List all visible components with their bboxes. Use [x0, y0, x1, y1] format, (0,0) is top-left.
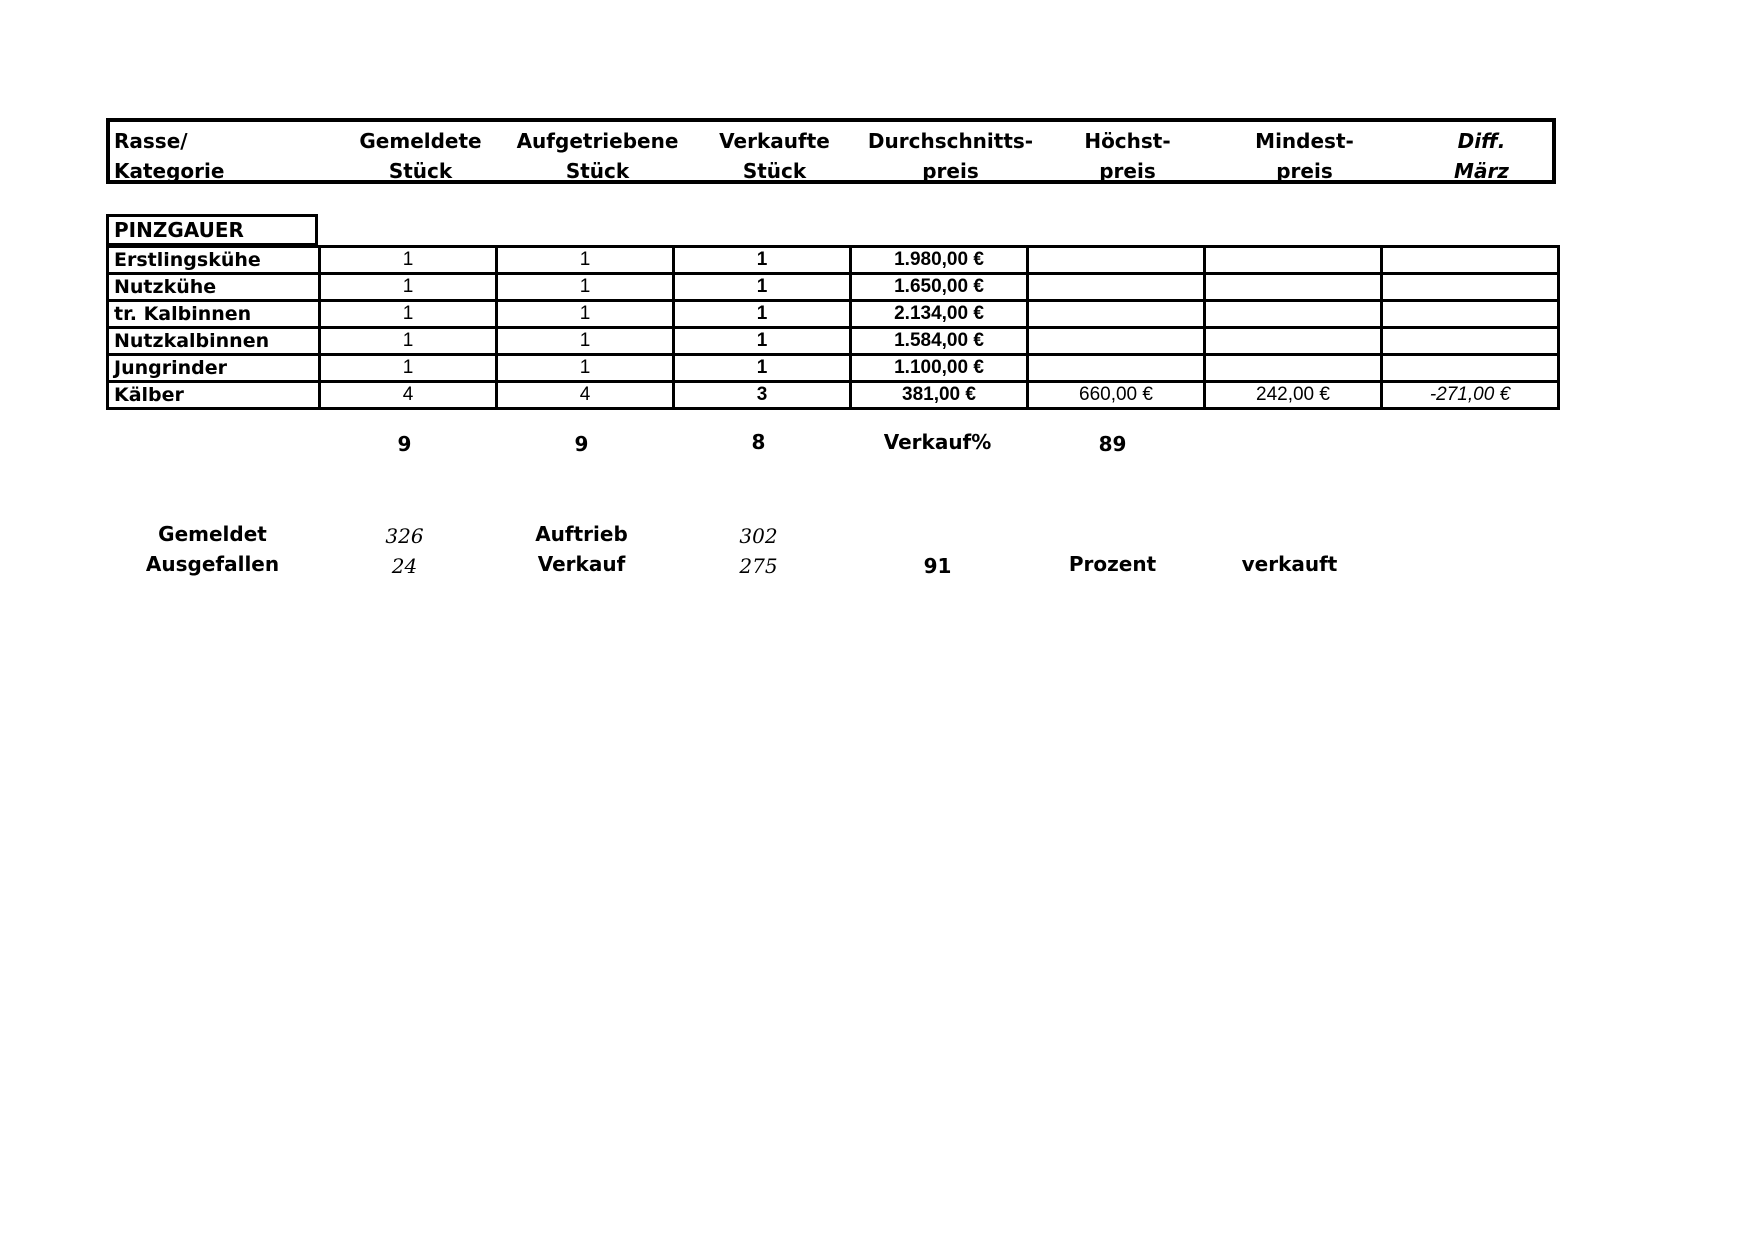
table-row [108, 247, 1559, 274]
verkauft-cell: 1 [674, 355, 851, 382]
diff-maerz-cell [1382, 274, 1559, 301]
gemeldet-cell: 1 [320, 247, 497, 274]
category-cell: Nutzkühe [108, 274, 320, 301]
summary-prozent-value: 91 [923, 554, 952, 578]
mindestpreis-cell [1205, 247, 1382, 274]
verkauft-cell: 1 [674, 247, 851, 274]
aufgetrieben-cell: 1 [497, 301, 674, 328]
hoechstpreis-cell [1028, 301, 1205, 328]
category-cell: Jungrinder [108, 355, 320, 382]
gemeldet-cell: 4 [320, 382, 497, 409]
summary-gemeldet-value: 326 [385, 524, 424, 548]
verkauf-percent-value: 89 [1098, 432, 1127, 456]
summary-verkauf-label: Verkauf [537, 552, 626, 576]
header-durchschnittspreis: Durchschnitts- preis [867, 129, 1034, 183]
durchschnittspreis-cell: 2.134,00 € [851, 301, 1028, 328]
durchschnittspreis-cell: 1.584,00 € [851, 328, 1028, 355]
summary-verkauf-value: 275 [739, 554, 778, 578]
table-row [108, 382, 1559, 409]
header-rasse-kategorie: Rasse/ Kategorie [114, 129, 225, 183]
total-gemeldet: 9 [397, 432, 412, 456]
summary-auftrieb-label: Auftrieb [535, 522, 628, 546]
aufgetrieben-cell: 4 [497, 382, 674, 409]
diff-maerz-cell [1382, 328, 1559, 355]
summary-ausgefallen-label: Ausgefallen [145, 552, 280, 576]
gemeldet-cell: 1 [320, 355, 497, 382]
hoechstpreis-cell [1028, 328, 1205, 355]
total-aufgetrieben: 9 [574, 432, 589, 456]
table-row [108, 328, 1559, 355]
table-row [108, 301, 1559, 328]
category-cell: tr. Kalbinnen [108, 301, 320, 328]
durchschnittspreis-cell: 1.650,00 € [851, 274, 1028, 301]
header-diff-maerz: Diff. März [1454, 129, 1509, 183]
header-gemeldete-stueck: Gemeldete Stück [359, 129, 482, 183]
header-mindestpreis: Mindest- preis [1255, 129, 1354, 183]
diff-maerz-cell [1382, 247, 1559, 274]
gemeldet-cell: 1 [320, 328, 497, 355]
mindestpreis-cell: 242,00 € [1205, 382, 1382, 409]
mindestpreis-cell [1205, 274, 1382, 301]
hoechstpreis-cell: 660,00 € [1028, 382, 1205, 409]
mindestpreis-cell [1205, 301, 1382, 328]
aufgetrieben-cell: 1 [497, 247, 674, 274]
aufgetrieben-cell: 1 [497, 328, 674, 355]
gemeldet-cell: 1 [320, 301, 497, 328]
hoechstpreis-cell [1028, 247, 1205, 274]
durchschnittspreis-cell: 381,00 € [851, 382, 1028, 409]
header-hoechstpreis: Höchst- preis [1084, 129, 1171, 183]
breed-label: PINZGAUER [106, 214, 318, 246]
verkauft-cell: 1 [674, 274, 851, 301]
category-cell: Kälber [108, 382, 320, 409]
aufgetrieben-cell: 1 [497, 355, 674, 382]
summary-gemeldet-label: Gemeldet [158, 522, 267, 546]
aufgetrieben-cell: 1 [497, 274, 674, 301]
header-verkaufte-stueck: Verkaufte Stück [719, 129, 830, 183]
total-verkauft: 8 [751, 430, 766, 454]
table-header [106, 118, 1556, 184]
hoechstpreis-cell [1028, 274, 1205, 301]
summary-verkauft-label: verkauft [1241, 552, 1338, 576]
summary-ausgefallen-value: 24 [391, 554, 418, 578]
gemeldet-cell: 1 [320, 274, 497, 301]
diff-maerz-cell [1382, 355, 1559, 382]
mindestpreis-cell [1205, 355, 1382, 382]
mindestpreis-cell [1205, 328, 1382, 355]
table-row [108, 355, 1559, 382]
diff-maerz-cell [1382, 301, 1559, 328]
header-aufgetriebene-stueck: Aufgetriebene Stück [516, 129, 679, 183]
verkauft-cell: 1 [674, 301, 851, 328]
verkauf-percent-label: Verkauf% [883, 430, 992, 454]
summary-prozent-label: Prozent [1068, 552, 1157, 576]
verkauft-cell: 1 [674, 328, 851, 355]
diff-maerz-cell: -271,00 € [1382, 382, 1559, 409]
hoechstpreis-cell [1028, 355, 1205, 382]
category-cell: Nutzkalbinnen [108, 328, 320, 355]
verkauft-cell: 3 [674, 382, 851, 409]
durchschnittspreis-cell: 1.980,00 € [851, 247, 1028, 274]
category-cell: Erstlingskühe [108, 247, 320, 274]
summary-auftrieb-value: 302 [739, 524, 778, 548]
table-row [108, 274, 1559, 301]
data-table [106, 245, 1560, 410]
durchschnittspreis-cell: 1.100,00 € [851, 355, 1028, 382]
